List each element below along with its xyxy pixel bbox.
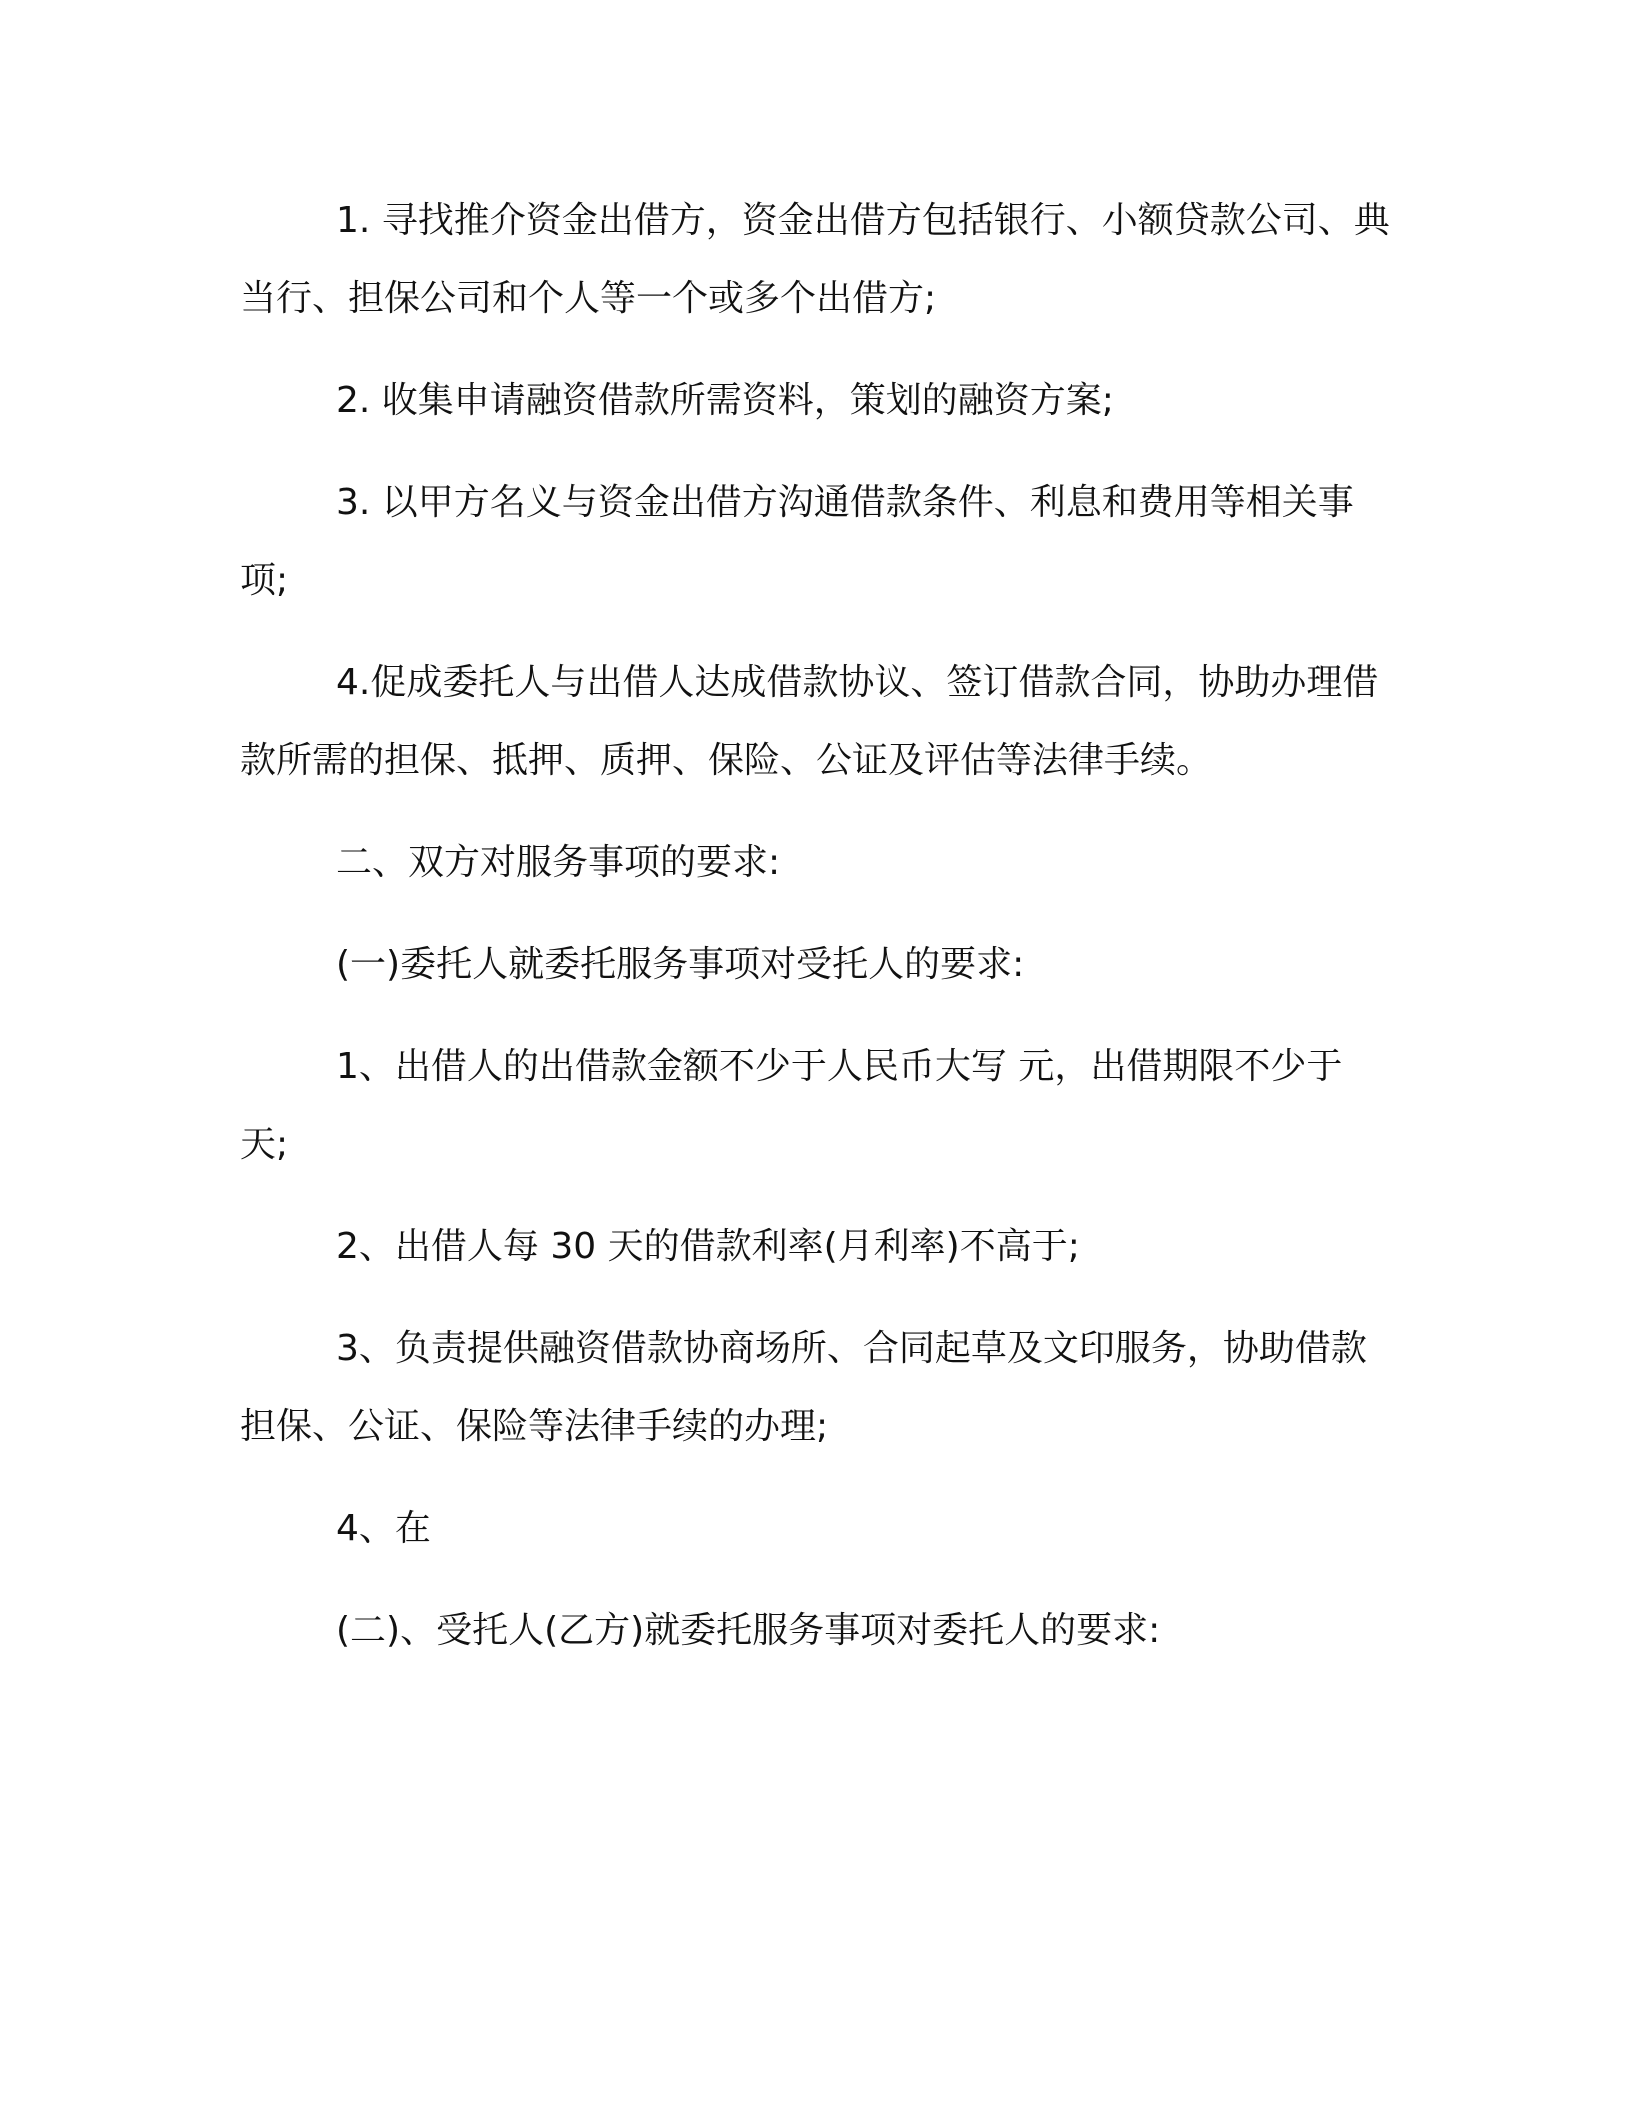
requirement-item-3: 3、负责提供融资借款协商场所、合同起草及文印服务，协助借款担保、公证、保险等法律手续的办理; bbox=[240, 1328, 1367, 1447]
document-body bbox=[240, 182, 1392, 1694]
paragraph-item-2: 2. 收集申请融资借款所需资料，策划的融资方案; bbox=[336, 380, 1114, 421]
requirement-item-4: 4、在 bbox=[336, 1508, 431, 1549]
section-heading-requirements: 二、双方对服务事项的要求: bbox=[336, 842, 781, 883]
requirement-item-1: 1、出借人的出借款金额不少于人民币大写 元，出借期限不少于 天; bbox=[240, 1046, 1343, 1165]
subsection-heading-client-requirements: (一)委托人就委托服务事项对受托人的要求: bbox=[336, 944, 1025, 985]
paragraph-item-3: 3. 以甲方名义与资金出借方沟通借款条件、利息和费用等相关事项; bbox=[240, 482, 1354, 601]
paragraph-item-4: 4.促成委托人与出借人达成借款协议、签订借款合同，协助办理借款所需的担保、抵押、质押、保险、公证及评估等法律手续。 bbox=[240, 662, 1379, 781]
subsection-heading-agent-requirements: (二)、受托人(乙方)就委托服务事项对委托人的要求: bbox=[336, 1610, 1161, 1651]
requirement-item-2: 2、出借人每 30 天的借款利率(月利率)不高于; bbox=[336, 1226, 1080, 1267]
paragraph-item-1: 1. 寻找推介资金出借方，资金出借方包括银行、小额贷款公司、典当行、担保公司和个人等一个或多个出借方; bbox=[240, 200, 1390, 319]
